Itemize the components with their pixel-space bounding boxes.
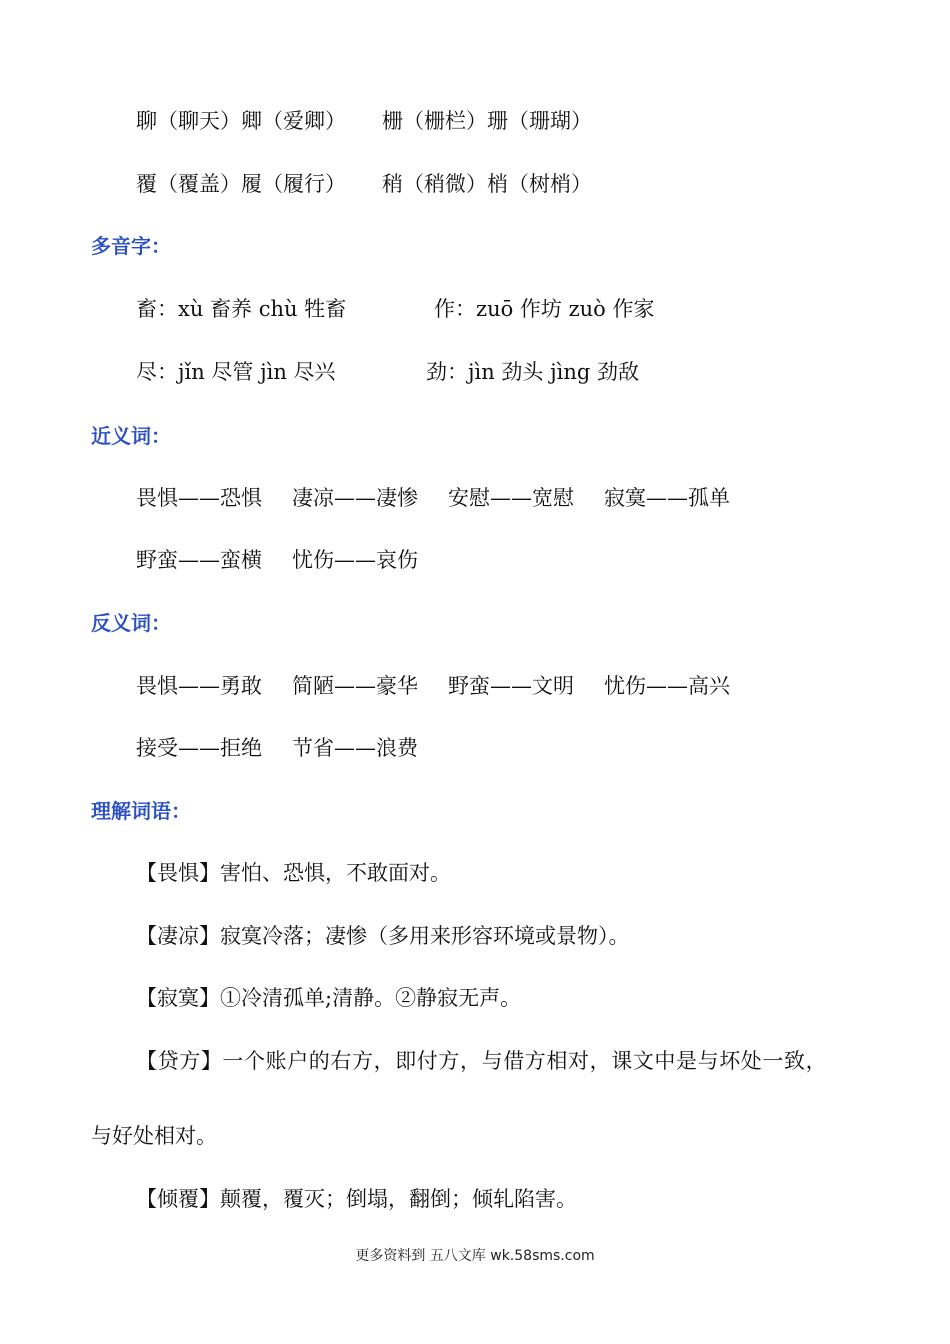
synonym-pair: 野蛮——蛮横 — [136, 548, 262, 572]
polyphonic-right: 劲：jìn 劲头 jìng 劲敌 — [426, 360, 639, 384]
meaning-entry: 【贷方】一个账户的右方，即付方，与借方相对，课文中是与坏处一致， — [136, 1049, 828, 1073]
meaning-entry: 【倾覆】颠覆，覆灭；倒塌，翻倒；倾轧陷害。 — [136, 1187, 577, 1211]
polyphonic-left: 尽：jǐn 尽管 jìn 尽兴 — [136, 360, 336, 384]
page-footer: 更多资料到 五八文库 wk.58sms.com — [355, 1248, 595, 1264]
heading-meanings: 理解词语： — [91, 799, 191, 823]
polyphonic-left: 畜：xù 畜养 chù 牲畜 — [136, 297, 347, 321]
synonym-pair: 安慰——宽慰 — [448, 486, 574, 510]
synonym-pair: 忧伤——哀伤 — [292, 548, 418, 572]
meaning-entry: 【畏惧】害怕、恐惧，不敢面对。 — [136, 861, 451, 885]
synonym-pair: 凄凉——凄惨 — [292, 486, 418, 510]
antonym-pair: 简陋——豪华 — [292, 674, 418, 698]
similar-chars-right: 栅（栅栏）珊（珊瑚） — [382, 109, 592, 133]
antonym-pair: 野蛮——文明 — [448, 674, 574, 698]
heading-synonyms: 近义词： — [91, 424, 171, 448]
meaning-entry-continuation: 与好处相对。 — [91, 1124, 217, 1148]
antonym-pair: 节省——浪费 — [292, 736, 418, 760]
synonym-pair: 寂寞——孤单 — [604, 486, 730, 510]
polyphonic-right: 作：zuō 作坊 zuò 作家 — [434, 297, 655, 321]
similar-chars-left: 覆（覆盖）履（履行） — [136, 172, 346, 196]
similar-chars-right: 稍（稍微）梢（树梢） — [382, 172, 592, 196]
heading-antonyms: 反义词： — [91, 611, 171, 635]
antonym-pair: 忧伤——高兴 — [604, 674, 730, 698]
synonym-pair: 畏惧——恐惧 — [136, 486, 262, 510]
antonym-pair: 接受——拒绝 — [136, 736, 262, 760]
heading-polyphonic: 多音字： — [91, 234, 171, 258]
similar-chars-left: 聊（聊天）卿（爱卿） — [136, 109, 346, 133]
meaning-entry: 【凄凉】寂寞冷落；凄惨（多用来形容环境或景物）。 — [136, 924, 630, 948]
antonym-pair: 畏惧——勇敢 — [136, 674, 262, 698]
meaning-entry: 【寂寞】①冷清孤单;清静。②静寂无声。 — [136, 986, 522, 1010]
